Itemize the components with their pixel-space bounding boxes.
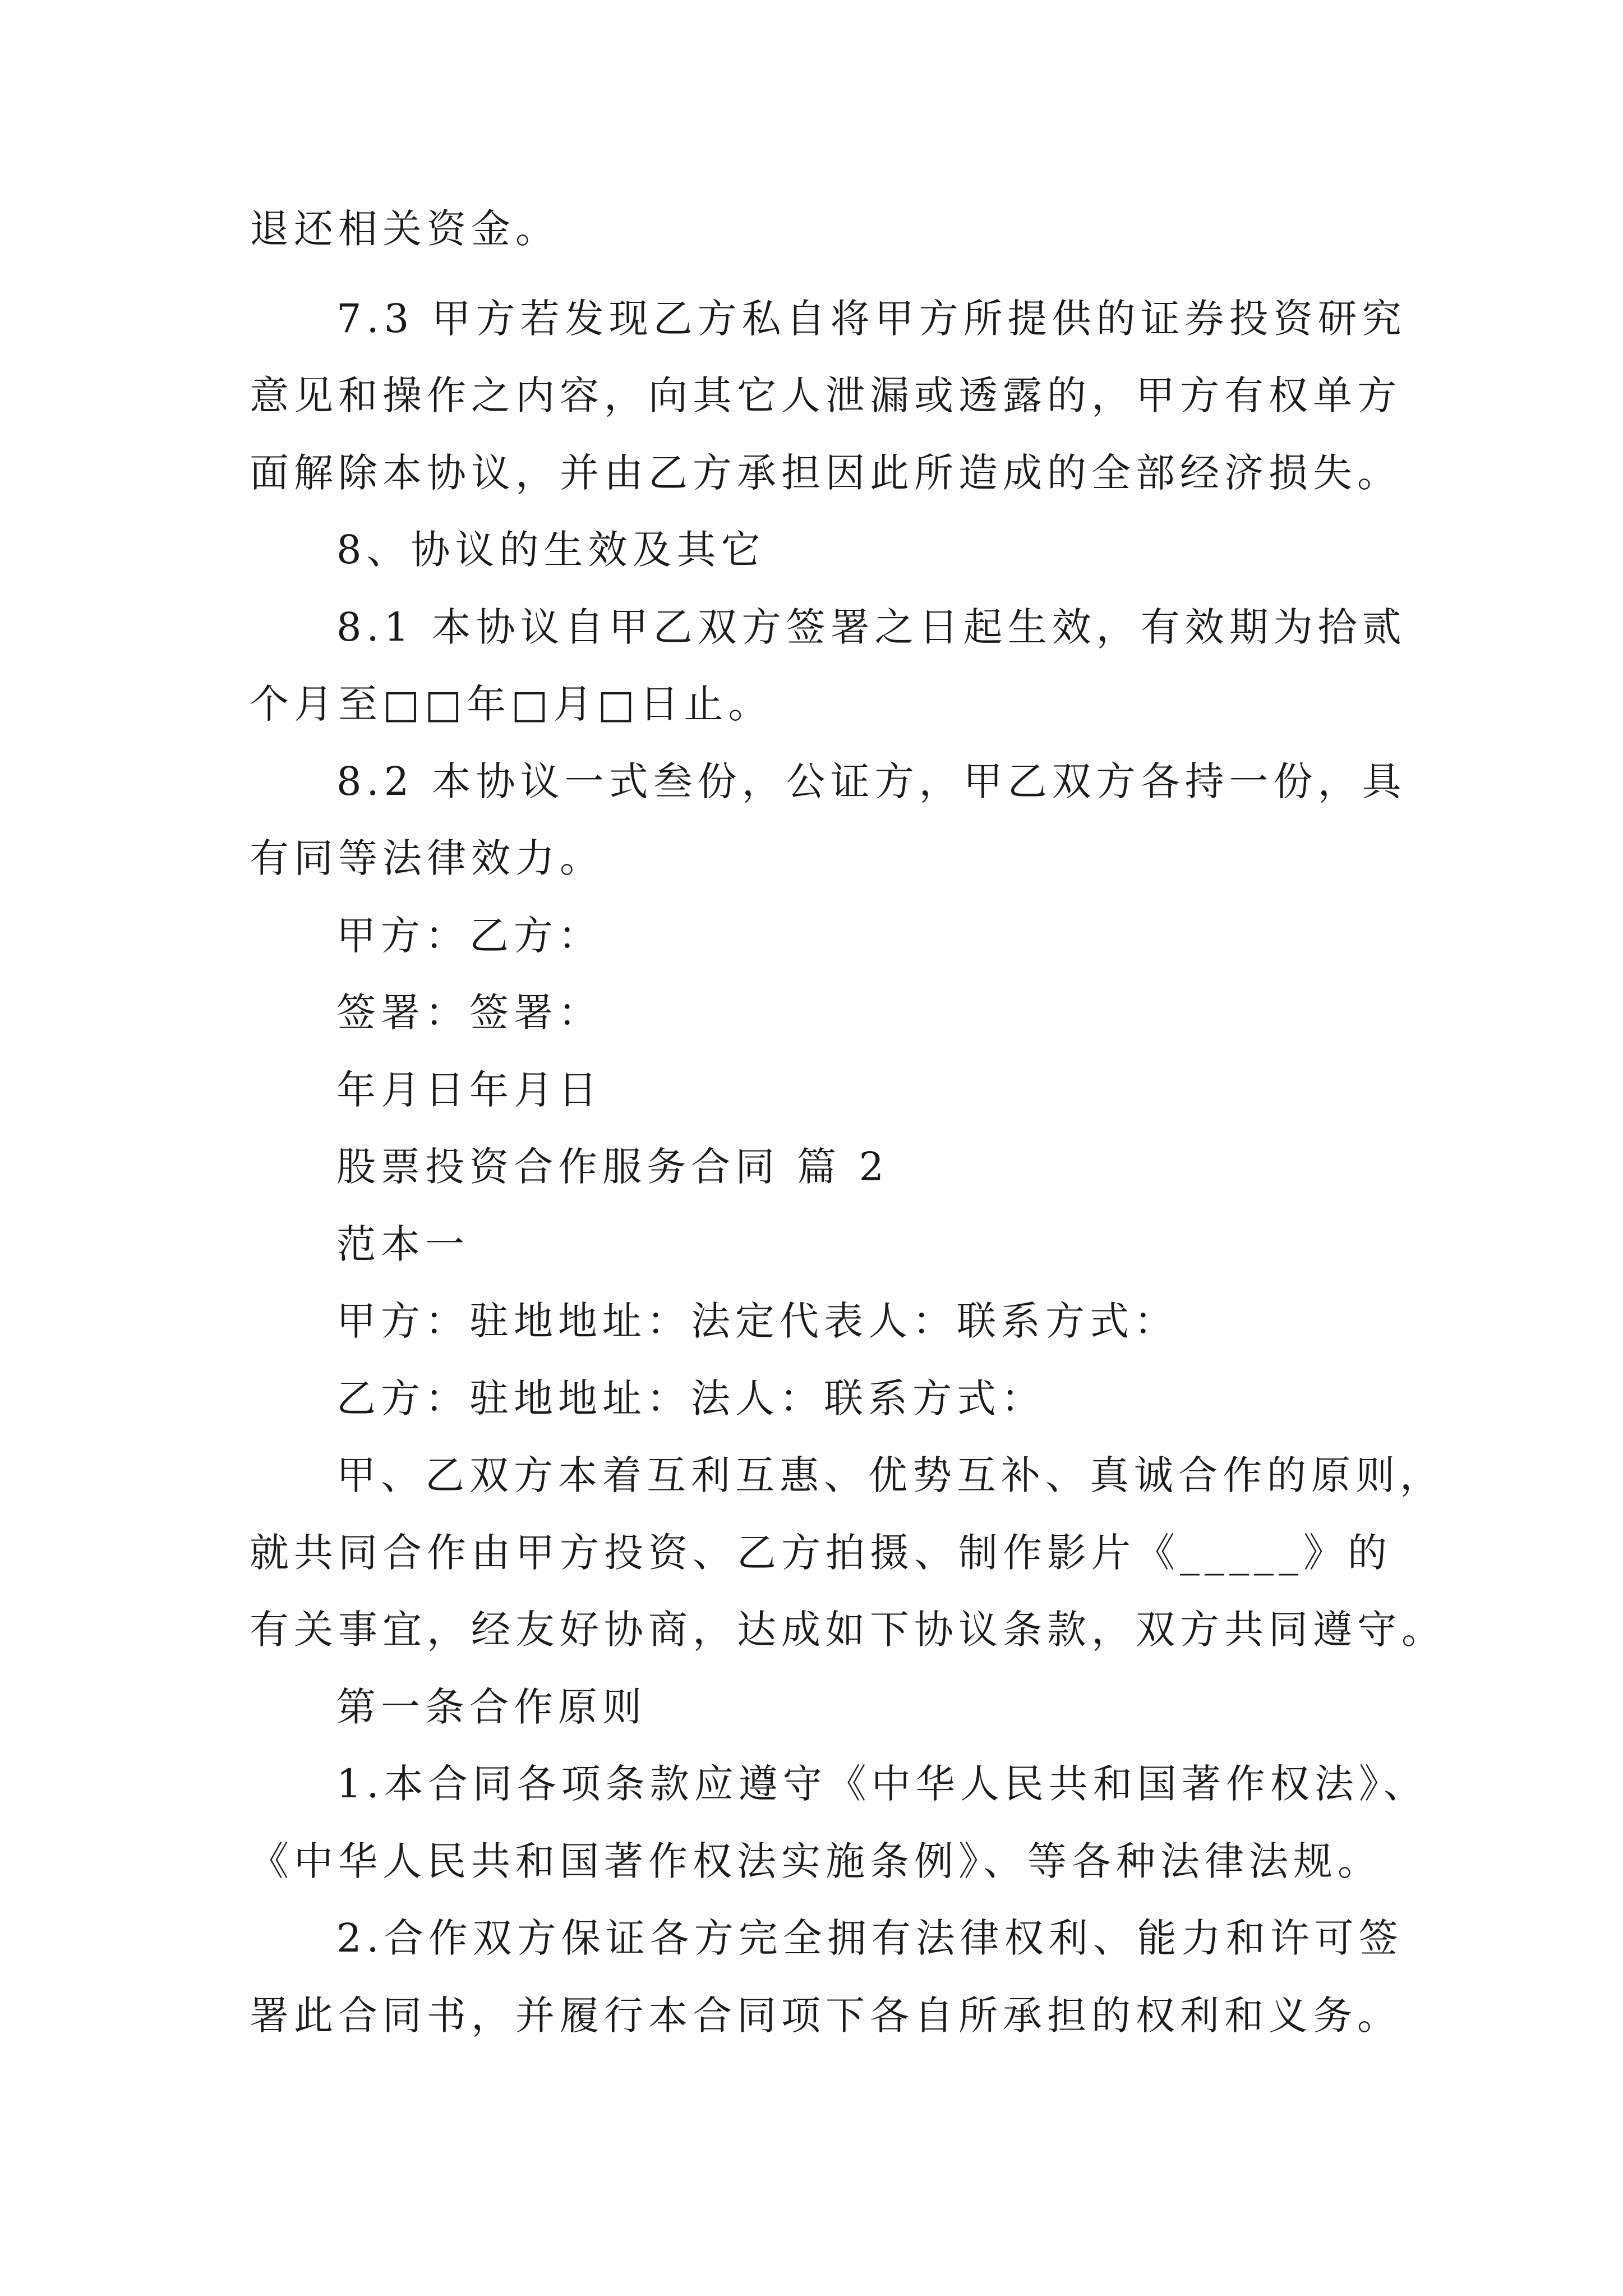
text-line: 面解除本协议，并由乙方承担因此所造成的全部经济损失。 [250,450,1401,496]
text-line: 2.合作双方保证各方完全拥有法律权利、能力和许可签 [336,1915,1403,1961]
text-line: 就共同合作由甲方投资、乙方拍摄、制作影片《_____》的 [250,1530,1392,1576]
text-line: 范本一 [336,1221,469,1267]
text-line: 年月日年月日 [336,1067,602,1113]
text-line: 甲方：驻地地址：法定代表人：联系方式： [336,1298,1178,1344]
text-line: 1.本合同各项条款应遵守《中华人民共和国著作权法》、 [336,1761,1428,1807]
text-line: 8.1 本协议自甲乙双方签署之日起生效，有效期为拾贰 [336,604,1407,650]
text-line: 《中华人民共和国著作权法实施条例》、等各种法律法规。 [250,1838,1382,1884]
text-line: 7.3 甲方若发现乙方私自将甲方所提供的证券投资研究 [336,296,1407,342]
text-line: 有同等法律效力。 [250,835,604,881]
text-line: 有关事宜，经友好协商，达成如下协议条款，双方共同遵守。 [250,1607,1446,1653]
text-line: 8.2 本协议一式叁份，公证方，甲乙双方各持一份，具 [336,758,1407,804]
text-line: 甲方：乙方： [336,913,602,959]
text-line: 个月至□□年□月□日止。 [250,681,773,727]
text-line: 第一条合作原则 [336,1684,647,1730]
text-line: 8、协议的生效及其它 [336,527,766,573]
text-line: 署此合同书，并履行本合同项下各自所承担的权利和义务。 [250,1993,1401,2039]
text-line: 股票投资合作服务合同 篇 2 [336,1144,889,1190]
text-line: 意见和操作之内容，向其它人泄漏或透露的，甲方有权单方 [250,372,1401,418]
text-line: 签署：签署： [336,990,602,1036]
text-line: 乙方：驻地地址：法人：联系方式： [336,1375,1045,1421]
text-line: 退还相关资金。 [250,206,560,252]
text-line: 甲、乙双方本着互利互惠、优势互补、真诚合作的原则， [336,1452,1444,1498]
